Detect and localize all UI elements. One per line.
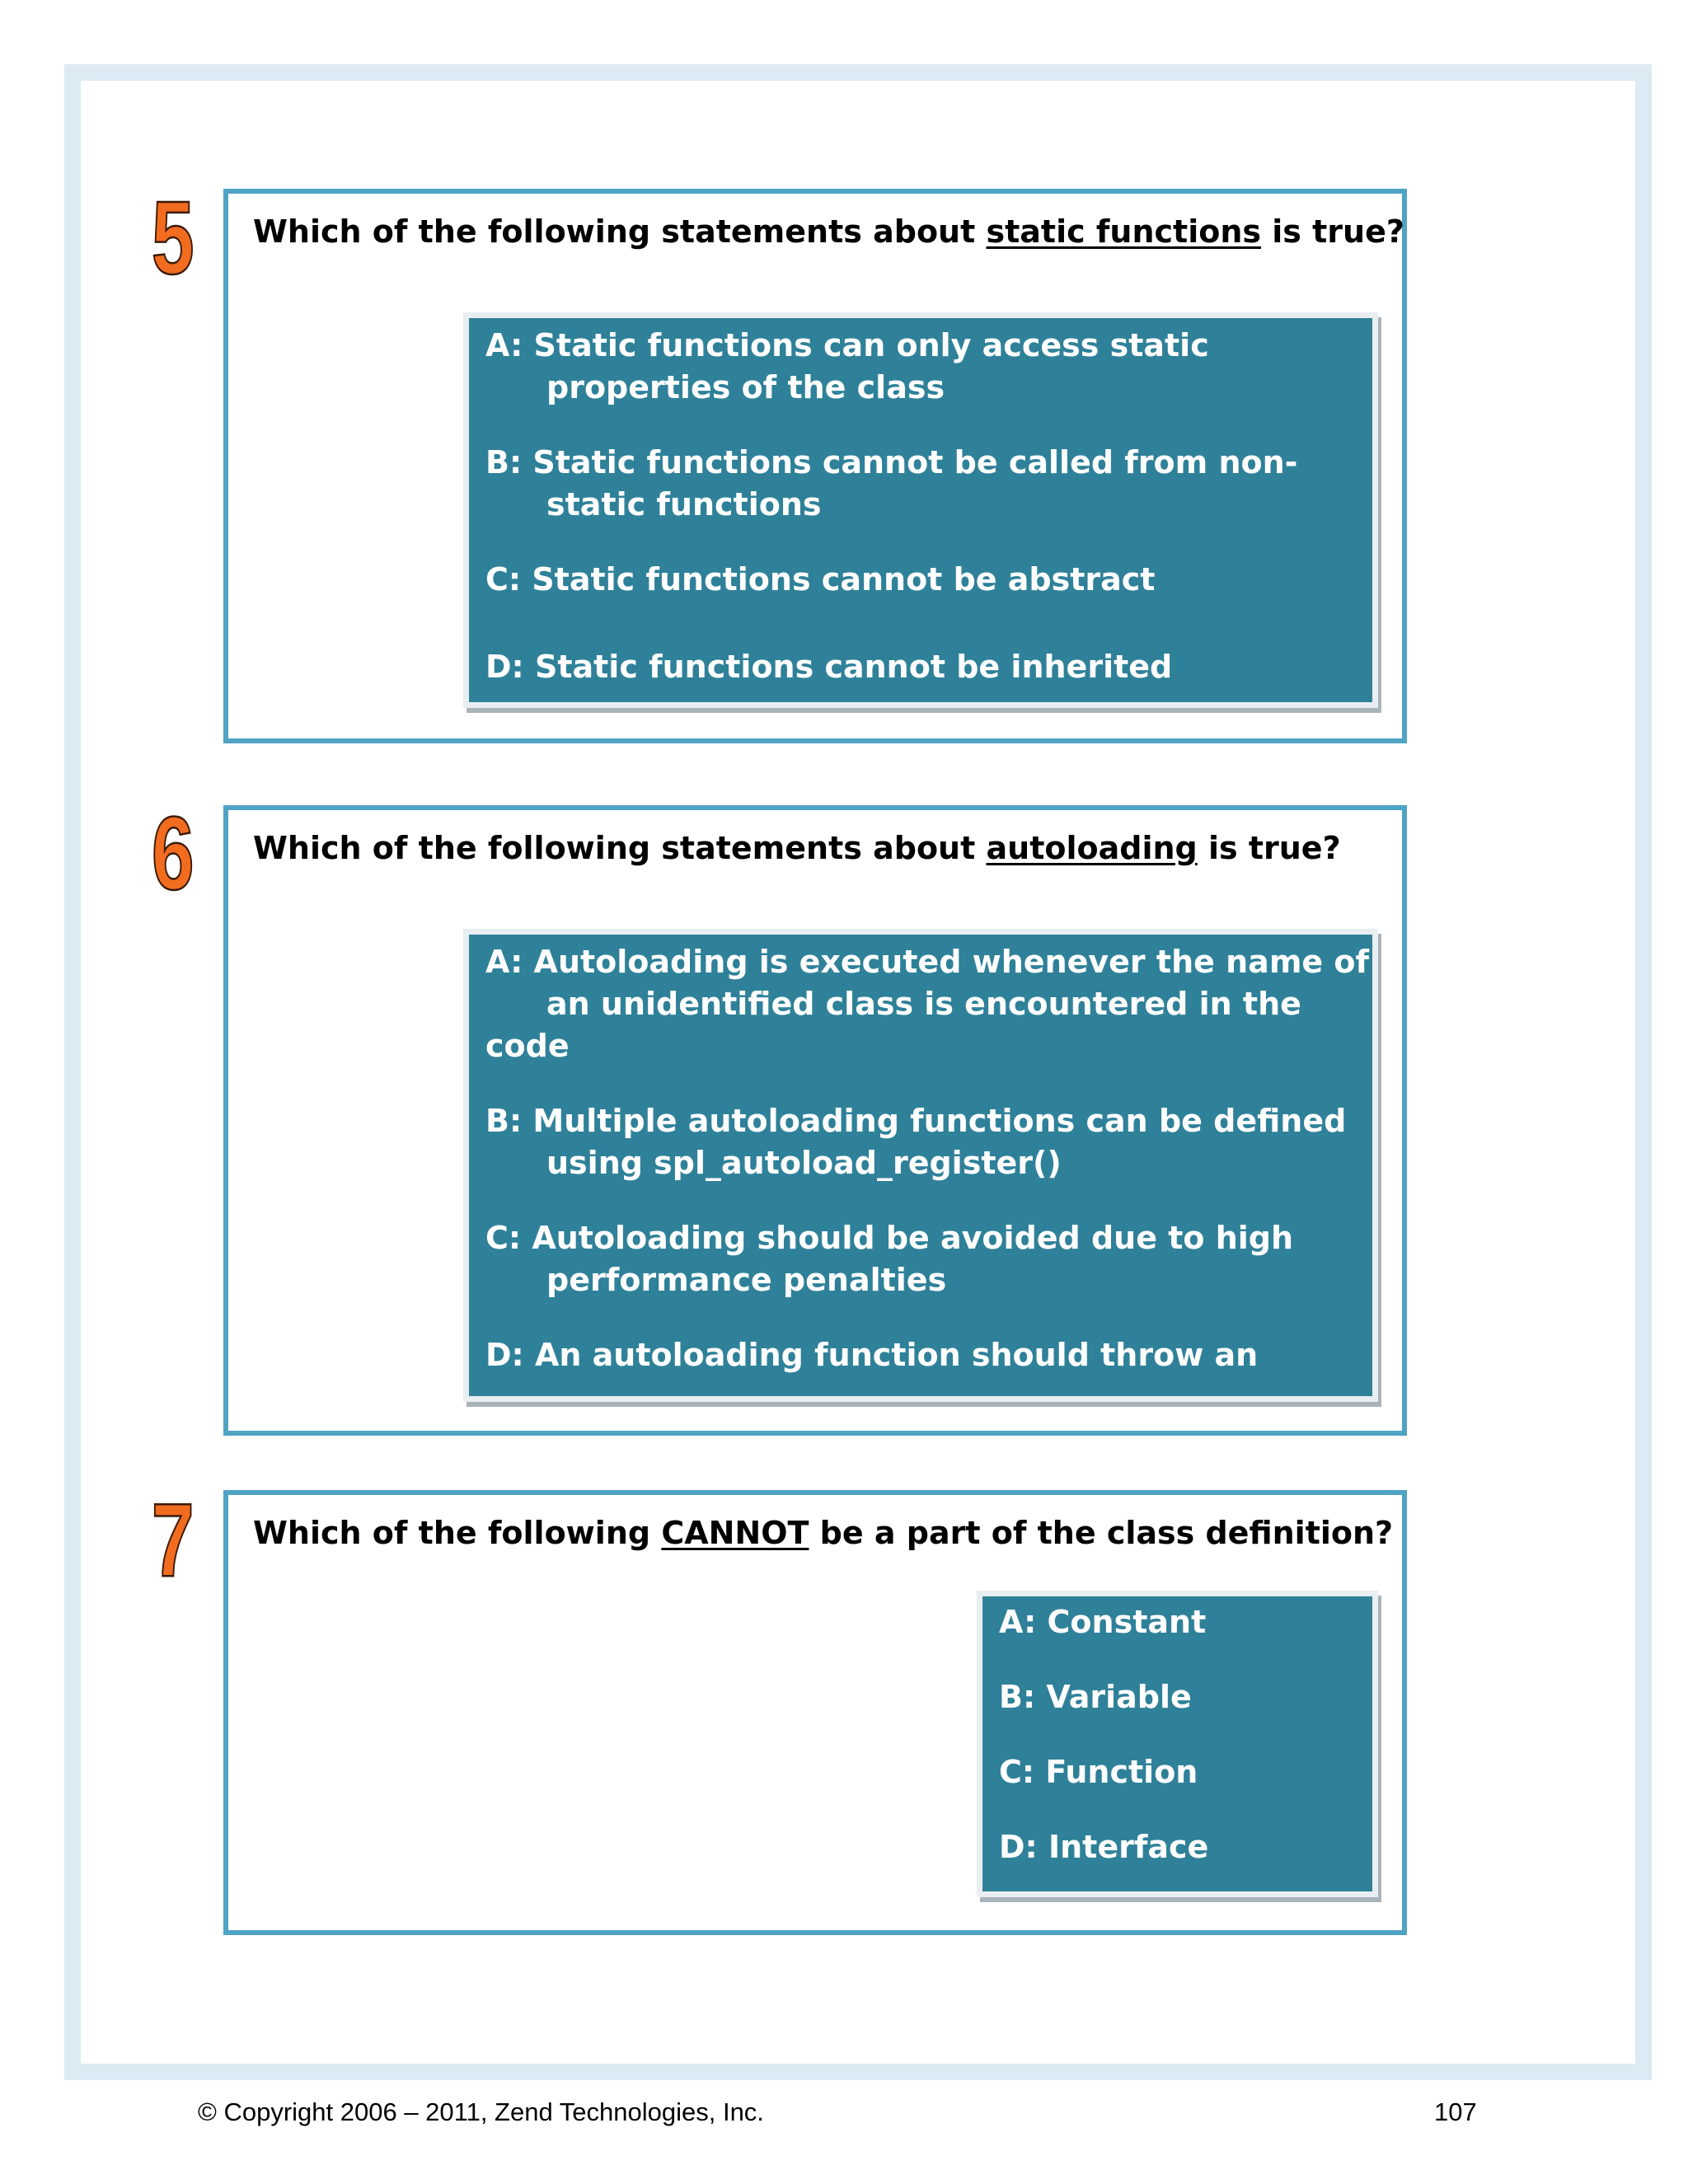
answer-panel-6 xyxy=(463,929,1378,1402)
question-number-6-glyph: 6 xyxy=(151,799,195,898)
answer-option-6c[interactable] xyxy=(485,1217,1356,1301)
answer-line: D: An autoloading function should throw an xyxy=(485,1337,1259,1373)
question-text-5-before: Which of the following statements about xyxy=(253,213,987,250)
answer-line: C: Static functions cannot be abstract xyxy=(485,561,1156,598)
question-text-7-after: be a part of the class definition? xyxy=(809,1515,1394,1551)
question-keyword-5: static functions xyxy=(986,213,1262,250)
footer-page-number: 107 xyxy=(1434,2097,1477,2126)
answer-line: B: Variable xyxy=(999,1679,1192,1715)
question-text-6 xyxy=(253,830,1341,866)
answer-line: code xyxy=(485,1028,570,1064)
question-text-6-before: Which of the following statements about xyxy=(253,830,987,866)
answer-panel-5 xyxy=(463,312,1378,708)
question-number-7 xyxy=(144,1486,202,1585)
answer-option-6d[interactable] xyxy=(485,1334,1356,1376)
answer-line: A: Static functions can only access static xyxy=(485,327,1209,363)
question-text-7 xyxy=(253,1515,1393,1551)
answer-line: static functions xyxy=(546,486,822,523)
answer-line: performance penalties xyxy=(546,1262,947,1298)
question-number-5-glyph: 5 xyxy=(151,184,195,283)
answer-option-6a[interactable] xyxy=(485,941,1370,1067)
question-box-6 xyxy=(223,805,1407,1436)
question-text-6-after: is true? xyxy=(1197,830,1341,866)
answer-line: A: Autoloading is executed whenever the name of xyxy=(485,944,1370,980)
answer-line: B: Multiple autoloading functions can be defined xyxy=(485,1103,1347,1139)
answer-line: C: Autoloading should be avoided due to high xyxy=(485,1220,1294,1256)
answer-line: D: Interface xyxy=(999,1829,1209,1865)
answer-line: an unidentified class is encountered in the xyxy=(546,986,1301,1022)
answer-option-7c[interactable] xyxy=(999,1751,1356,1793)
question-number-7-glyph: 7 xyxy=(151,1486,195,1585)
question-box-5 xyxy=(223,189,1407,743)
footer-copyright: © Copyright 2006 – 2011, Zend Technologies, Inc. xyxy=(198,2097,764,2126)
answer-line: D: Static functions cannot be inherited xyxy=(485,649,1173,685)
question-box-7 xyxy=(223,1490,1407,1935)
answer-panel-7 xyxy=(977,1591,1378,1897)
answer-option-5c[interactable] xyxy=(485,559,1356,601)
question-number-6 xyxy=(144,799,202,898)
question-text-7-before: Which of the following xyxy=(253,1515,662,1551)
question-keyword-7: CANNOT xyxy=(661,1515,809,1551)
answer-option-5a[interactable] xyxy=(485,325,1356,409)
answer-line: using spl_autoload_register() xyxy=(546,1145,1062,1181)
answer-line: A: Constant xyxy=(999,1604,1207,1640)
answer-line: C: Function xyxy=(999,1754,1198,1790)
answer-option-7b[interactable] xyxy=(999,1676,1356,1718)
question-text-5-after: is true? xyxy=(1261,213,1404,250)
question-keyword-6: autoloading xyxy=(986,830,1198,866)
answer-option-7d[interactable] xyxy=(999,1826,1356,1868)
answer-option-7a[interactable] xyxy=(999,1601,1356,1643)
answer-option-6b[interactable] xyxy=(485,1100,1356,1184)
answer-line: B: Static functions cannot be called from non- xyxy=(485,444,1298,480)
answer-line: properties of the class xyxy=(546,369,945,405)
question-text-5 xyxy=(253,213,1404,250)
question-number-5 xyxy=(144,184,202,283)
answer-option-5d[interactable] xyxy=(485,646,1356,688)
answer-option-5b[interactable] xyxy=(485,442,1356,526)
